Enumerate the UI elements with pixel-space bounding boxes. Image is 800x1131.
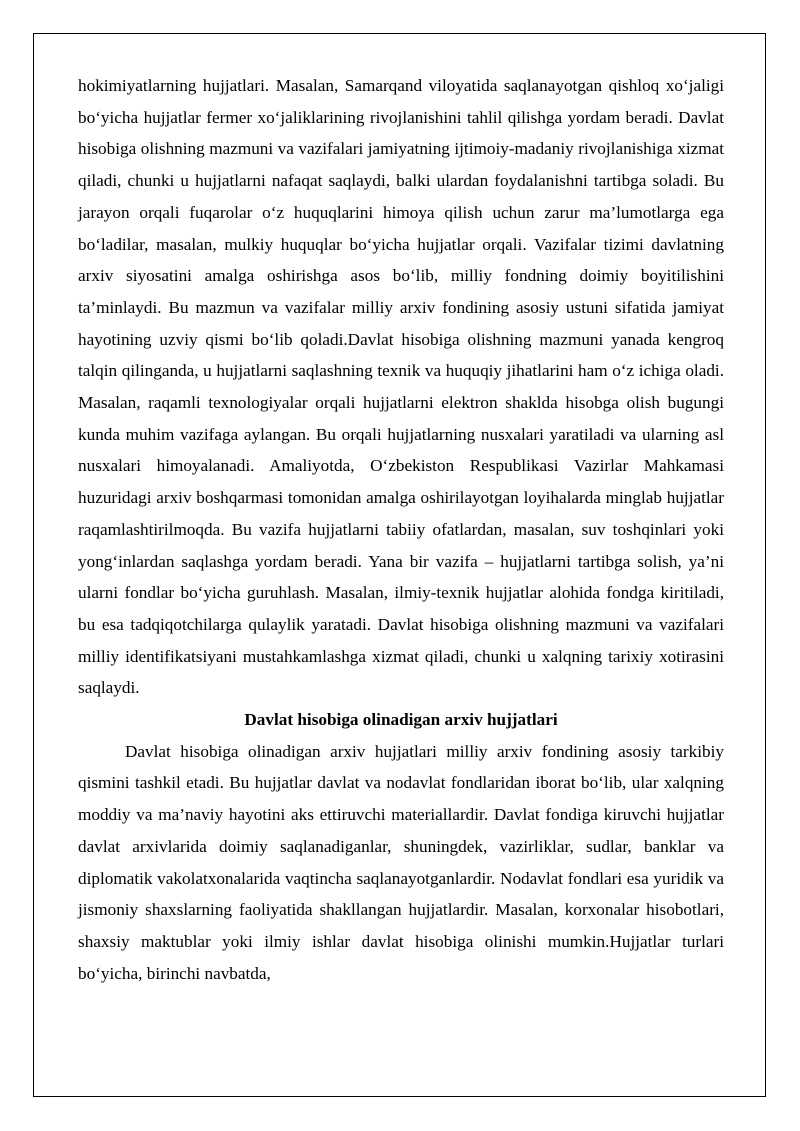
body-paragraph-continued: hokimiyatlarning hujjatlari. Masalan, Samarqand viloyatida saqlanayotgan qishloq xo‘jaligi bo‘yicha hujjatlar fermer xo‘jaliklarining rivojlanishini tahlil qilishga yordam beradi. Davlat hisobiga olishning mazmuni va vazifalari jamiyatning ijtimoiy-madaniy rivojlanishiga xizmat qiladi, chunki u hujjatlarni nafaqat saqlaydi, balki ulardan foydalanishni tartibga soladi. Bu jarayon orqali fuqarolar o‘z huquqlarini himoya qilish uchun zarur ma’lumotlarga ega bo‘ladilar, masalan, mulkiy huquqlar bo‘yicha hujjatlar orqali. Vazifalar tizimi davlatning arxiv siyosatini amalga oshirishga asos bo‘lib, milliy fondning doimiy boyitilishini ta’minlaydi. Bu mazmun va vazifalar milliy arxiv fondining asosiy ustuni sifatida jamiyat hayotining uzviy qismi bo‘lib qoladi.Davlat hisobiga olishning mazmuni yanada kengroq talqin qilinganda, u hujjatlarni saqlashning texnik va huquqiy jihatlarini ham o‘z ichiga oladi. Masalan, raqamli texnologiyalar orqali hujjatlarni elektron shaklda hisobga olish bugungi kunda muhim vazifaga aylangan. Bu orqali hujjatlarning nusxalari yaratiladi va ularning asl nusxalari himoyalanadi. Amaliyotda, O‘zbekiston Respublikasi Vazirlar Mahkamasi huzuridagi arxiv boshqarmasi tomonidan amalga oshirilayotgan loyihalarda minglab hujjatlar raqamlashtirilmoqda. Bu vazifa hujjatlarni tabiiy ofatlardan, masalan, suv toshqinlari yoki yong‘inlardan saqlashga yordam beradi. Yana bir vazifa – hujjatlarni tartibga solish, ya’ni ularni fondlar bo‘yicha guruhlash. Masalan, ilmiy-texnik hujjatlar alohida fondga kiritiladi, bu esa tadqiqotchilarga qulaylik yaratadi. Davlat hisobiga olishning mazmuni va vazifalari milliy identifikatsiyani mustahkamlashga xizmat qiladi, chunki u xalqning tarixiy xotirasini saqlaydi. [78, 76, 724, 698]
document-body [78, 70, 724, 989]
section-heading: Davlat hisobiga olinadigan arxiv hujjatlari [244, 710, 558, 730]
body-paragraph: Davlat hisobiga olinadigan arxiv hujjatlari milliy arxiv fondining asosiy tarkibiy qismini tashkil etadi. Bu hujjatlar davlat va nodavlat fondlaridan iborat bo‘lib, ular xalqning moddiy va ma’naviy hayotini aks ettiruvchi materiallardir. Davlat fondiga kiruvchi hujjatlar davlat arxivlarida doimiy saqlanadiganlar, shuningdek, vazirliklar, sudlar, banklar va diplomatik vakolatxonalarida vaqtincha saqlanayotganlardir. Nodavlat fondlari esa yuridik va jismoniy shaxslarning faoliyatida shakllangan hujjatlardir. Masalan, korxonalar hisobotlari, shaxsiy maktublar yoki ilmiy ishlar davlat hisobiga olinishi mumkin.Hujjatlar turlari bo‘yicha, birinchi navbatda, [78, 741, 724, 983]
